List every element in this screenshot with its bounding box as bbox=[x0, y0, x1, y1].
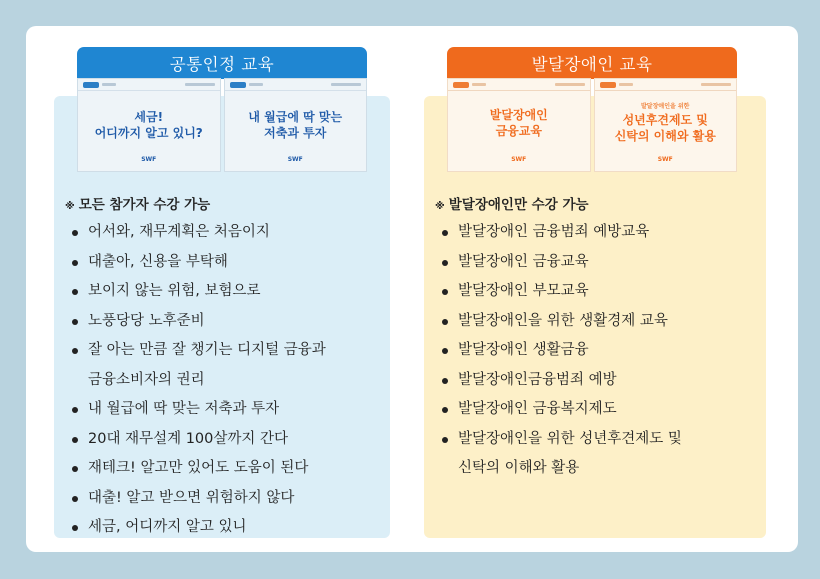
list-item: 20대 재무설계 100살까지 간다 bbox=[70, 425, 326, 455]
list-item: 대출! 알고 받으면 위험하지 않다 bbox=[70, 484, 326, 514]
thumbnail-title: 세금! 어디까지 알고 있니? bbox=[94, 110, 203, 140]
list-item: 발달장애인금융범죄 예방 bbox=[440, 366, 682, 396]
thumbnail-savings bbox=[224, 78, 368, 172]
list-item: 잘 아는 만큼 잘 챙기는 디지털 금융과 금융소비자의 권리 bbox=[70, 336, 326, 395]
common-course-list bbox=[70, 218, 326, 543]
thumbnail-guardianship bbox=[594, 78, 738, 172]
disability-education-thumbnails bbox=[447, 78, 737, 172]
disability-education-panel bbox=[424, 96, 766, 538]
swf-logo: SWF bbox=[287, 156, 303, 163]
disability-education-column bbox=[424, 47, 766, 538]
common-education-tab-label: 공통인정 교육 bbox=[169, 55, 275, 74]
thumbnail-subtitle: 발달장애인을 위한 bbox=[641, 103, 690, 110]
list-item: 발달장애인 금융범죄 예방교육 bbox=[440, 218, 682, 248]
list-item: 보이지 않는 위험, 보험으로 bbox=[70, 277, 326, 307]
thumbnail-tax bbox=[77, 78, 221, 172]
list-item: 발달장애인을 위한 생활경제 교육 bbox=[440, 307, 682, 337]
list-item: 재테크! 알고만 있어도 도움이 된다 bbox=[70, 454, 326, 484]
disability-course-list bbox=[440, 218, 682, 484]
list-item: 발달장애인을 위한 성년후견제도 및 신탁의 이해와 활용 bbox=[440, 425, 682, 484]
eligibility-note: ※ 발달장애인만 수강 가능 bbox=[435, 197, 589, 213]
reference-mark-icon: ※ bbox=[65, 201, 75, 212]
thumbnail-title: 발달장애인 금융교육 bbox=[489, 108, 548, 138]
common-education-column bbox=[54, 47, 390, 538]
disability-education-tab bbox=[447, 47, 737, 79]
list-item: 내 월급에 딱 맞는 저축과 투자 bbox=[70, 395, 326, 425]
list-item: 발달장애인 부모교육 bbox=[440, 277, 682, 307]
thumbnail-title: 내 월급에 딱 맞는 저축과 투자 bbox=[248, 110, 343, 140]
list-item: 대출아, 신용을 부탁해 bbox=[70, 248, 326, 278]
reference-mark-icon: ※ bbox=[435, 201, 445, 212]
content-card bbox=[26, 26, 798, 552]
list-item: 어서와, 재무계획은 처음이지 bbox=[70, 218, 326, 248]
list-item: 노풍당당 노후준비 bbox=[70, 307, 326, 337]
thumbnail-finance-education bbox=[447, 78, 591, 172]
eligibility-note: ※ 모든 참가자 수강 가능 bbox=[65, 197, 211, 213]
common-education-panel bbox=[54, 96, 390, 538]
list-item: 세금, 어디까지 알고 있니 bbox=[70, 513, 326, 543]
swf-logo: SWF bbox=[511, 156, 527, 163]
swf-logo: SWF bbox=[141, 156, 157, 163]
common-education-tab bbox=[77, 47, 367, 79]
disability-education-tab-label: 발달장애인 교육 bbox=[531, 55, 653, 74]
list-item: 발달장애인 생활금융 bbox=[440, 336, 682, 366]
list-item: 발달장애인 금융교육 bbox=[440, 248, 682, 278]
list-item: 발달장애인 금융복지제도 bbox=[440, 395, 682, 425]
common-education-thumbnails bbox=[77, 78, 367, 172]
swf-logo: SWF bbox=[657, 156, 673, 163]
thumbnail-title: 성년후견제도 및 신탁의 이해와 활용 bbox=[614, 113, 716, 143]
